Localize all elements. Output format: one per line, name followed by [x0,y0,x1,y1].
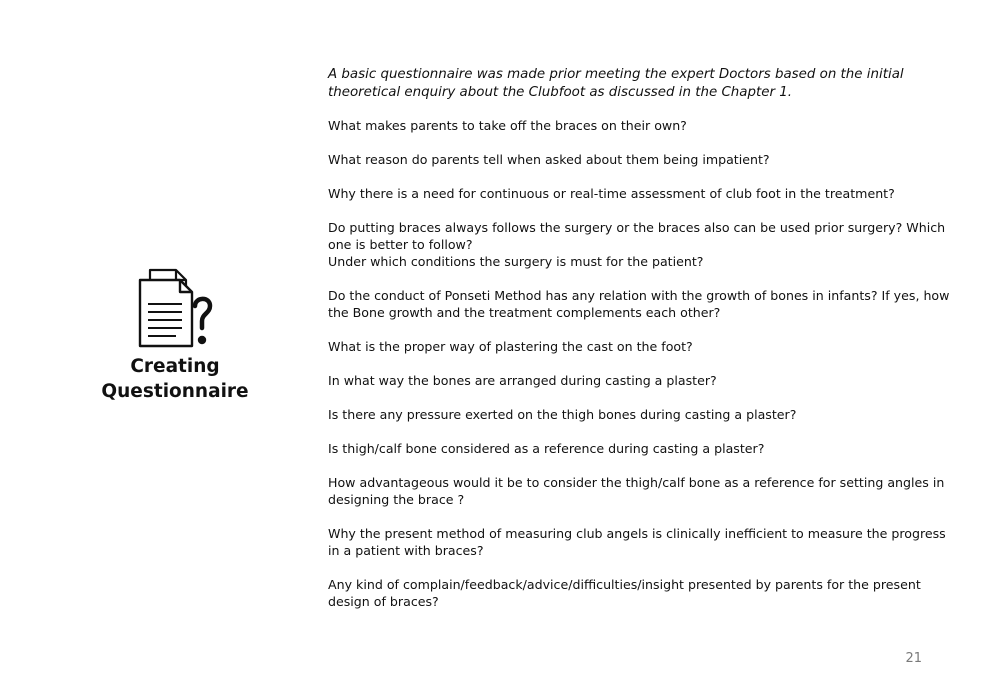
question-text: What makes parents to take off the braces on their own? [328,118,687,133]
question-item [328,338,950,355]
page-number: 21 [905,651,922,666]
question-item [328,372,950,389]
section-title-line2: Questionnaire [101,381,249,402]
question-item [328,219,950,270]
sidebar [100,266,250,404]
question-text: Under which conditions the surgery is must for the patient? [328,254,704,269]
question-item [328,406,950,423]
question-text: Why there is a need for continuous or real-time assessment of club foot in the treatment? [328,186,895,201]
question-item [328,474,950,508]
section-title-line1: Creating [130,356,220,377]
question-item [328,151,950,168]
question-text: What reason do parents tell when asked about them being impatient? [328,152,770,167]
question-text: How advantageous would it be to consider the thigh/calf bone as a reference for setting angles in designing the brace ? [328,475,945,507]
question-item [328,440,950,457]
document-question-icon [136,266,220,354]
section-title [101,354,248,404]
question-item [328,287,950,321]
question-text: Do putting braces always follows the surgery or the braces also can be used prior surgery? Which one is better to follow? [328,220,946,252]
question-text: Is there any pressure exerted on the thigh bones during casting a plaster? [328,407,797,422]
question-item [328,185,950,202]
question-text: Do the conduct of Ponseti Method has any relation with the growth of bones in infants? If yes, how the Bone growth and the treatment complements each other? [328,288,950,320]
question-text: Is thigh/calf bone considered as a reference during casting a plaster? [328,441,765,456]
question-item [328,525,950,559]
question-text: In what way the bones are arranged during casting a plaster? [328,373,717,388]
question-text: Any kind of complain/feedback/advice/difficulties/insight presented by parents for the present design of braces? [328,577,921,609]
question-item [328,576,950,610]
question-list [328,117,950,610]
questionnaire-content [328,66,950,627]
question-text: What is the proper way of plastering the cast on the foot? [328,339,693,354]
question-item [328,117,950,134]
intro-paragraph: A basic questionnaire was made prior meeting the expert Doctors based on the initial theoretical enquiry about the Clubfoot as discussed in the Chapter 1. [328,67,904,100]
question-text: Why the present method of measuring club angels is clinically inefficient to measure the progress in a patient with braces? [328,526,946,558]
